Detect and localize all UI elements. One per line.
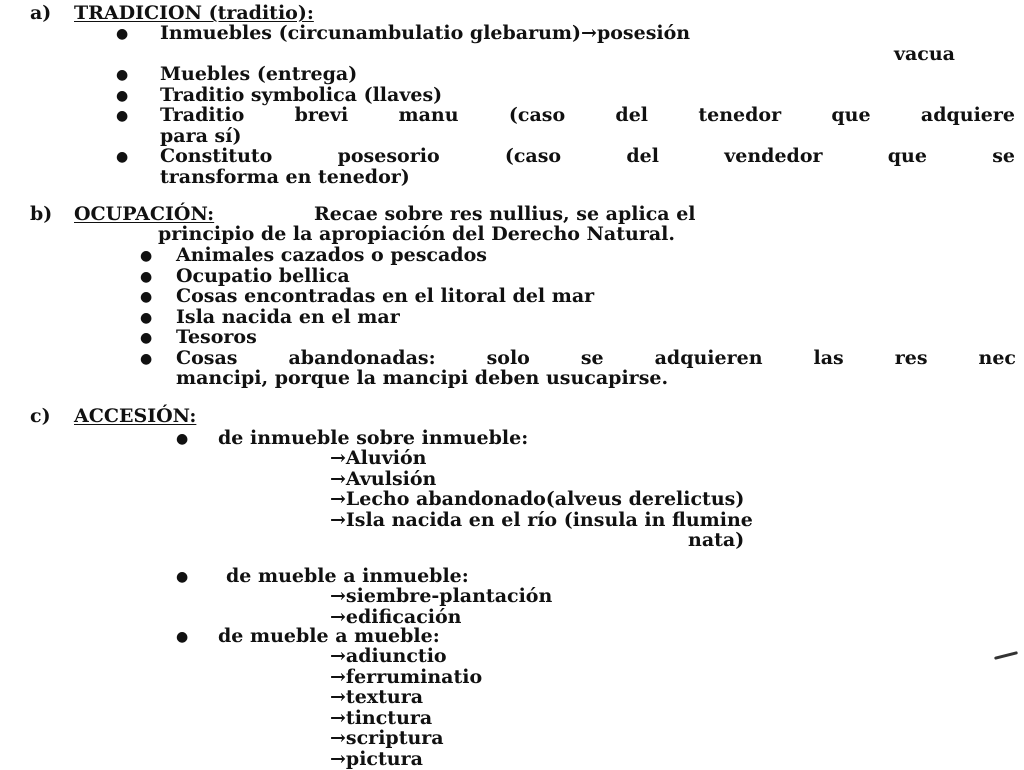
arrow-item-cont: nata) [688, 529, 745, 551]
arrow-list [330, 586, 950, 627]
list-item-text: Cosas abandonadas: solo se adquieren las res nec [176, 346, 1016, 369]
list-item [116, 104, 1015, 147]
bullet-icon: ● [116, 67, 129, 83]
arrow-item: →scriptura [330, 727, 444, 749]
bullet-icon: ● [176, 629, 189, 645]
bullet-icon: ● [140, 330, 153, 346]
pen-mark [994, 651, 1018, 660]
bullet-icon: ● [140, 289, 153, 305]
bullet-list [116, 22, 1015, 188]
list-item [116, 22, 1015, 65]
arrow-list [330, 646, 950, 769]
list-item-text-cont: vacua [893, 42, 955, 65]
arrow-item: →Aluvión [330, 447, 427, 469]
bullet-icon: ● [116, 26, 129, 42]
list-item-text: Traditio symbolica (llaves) [160, 83, 443, 106]
list-item-text: Constituto posesorio (caso del vendedor que se [160, 145, 1015, 167]
list-item [116, 145, 1015, 188]
list-item-text: Tesoros [176, 326, 257, 348]
bullet-list [140, 244, 1016, 389]
bullet-icon: ● [140, 248, 153, 264]
section-title: OCUPACIÓN: [74, 203, 215, 225]
bullet-icon: ● [176, 569, 189, 585]
arrow-list [330, 448, 950, 551]
list-item-text: Cosas encontradas en el litoral del mar [176, 285, 595, 307]
list-item-text: Muebles (entrega) [160, 63, 358, 85]
section-letter: c) [30, 405, 51, 427]
section-title: TRADICION (traditio): [74, 2, 314, 24]
list-item [116, 63, 1015, 85]
bullet-icon: ● [140, 309, 153, 326]
list-item [140, 305, 1016, 328]
list-item [140, 264, 1016, 287]
list-item [140, 326, 1016, 348]
arrow-item: →edificación [330, 605, 462, 628]
arrow-item: →Lecho abandonado(alveus derelictus) [330, 488, 745, 510]
list-item-text: Animales cazados o pescados [176, 244, 487, 266]
arrow-item: →siembre-plantación [330, 585, 553, 607]
list-item-text: Ocupatio bellica [176, 264, 350, 287]
section-letter: a) [30, 2, 52, 24]
bullet-icon: ● [116, 87, 129, 104]
group-label: de mueble a inmueble: [226, 565, 469, 587]
list-item [140, 346, 1016, 389]
arrow-item: →Isla nacida en el río (insula in flumine [330, 508, 753, 531]
list-item-text: Isla nacida en el mar [176, 305, 400, 328]
bullet-icon: ● [116, 108, 129, 124]
list-item-text-cont: para sí) [160, 124, 242, 147]
section-title: ACCESIÓN: [74, 405, 197, 427]
group-label: de inmueble sobre inmueble: [218, 427, 529, 449]
list-item-text-cont: mancipi, porque la mancipi deben usucapirse. [176, 367, 669, 389]
bullet-icon: ● [140, 350, 153, 367]
arrow-item: →Avulsión [330, 467, 437, 490]
list-item-text: Traditio brevi manu (caso del tenedor que adquiere [160, 104, 1015, 126]
arrow-item: →textura [330, 686, 424, 708]
section-intro-cont: principio de la apropiación del Derecho Natural. [158, 223, 675, 245]
bullet-icon: ● [140, 268, 153, 285]
section-intro: Recae sobre res nullius, se aplica el [314, 203, 696, 225]
arrow-item: →pictura [330, 747, 423, 770]
list-item [140, 244, 1016, 266]
bullet-icon: ● [116, 149, 129, 165]
group-label: de mueble a mueble: [218, 625, 440, 647]
arrow-item: →adiunctio [330, 645, 447, 667]
list-item [140, 285, 1016, 307]
bullet-icon: ● [176, 431, 189, 447]
list-item-text: Inmuebles (circunambulatio glebarum)→posesión [160, 22, 691, 44]
list-item-text-cont: transforma en tenedor) [160, 165, 410, 188]
arrow-item: →ferruminatio [330, 665, 483, 688]
list-item [116, 83, 1015, 106]
arrow-item: →tinctura [330, 706, 433, 729]
section-letter: b) [30, 203, 53, 225]
